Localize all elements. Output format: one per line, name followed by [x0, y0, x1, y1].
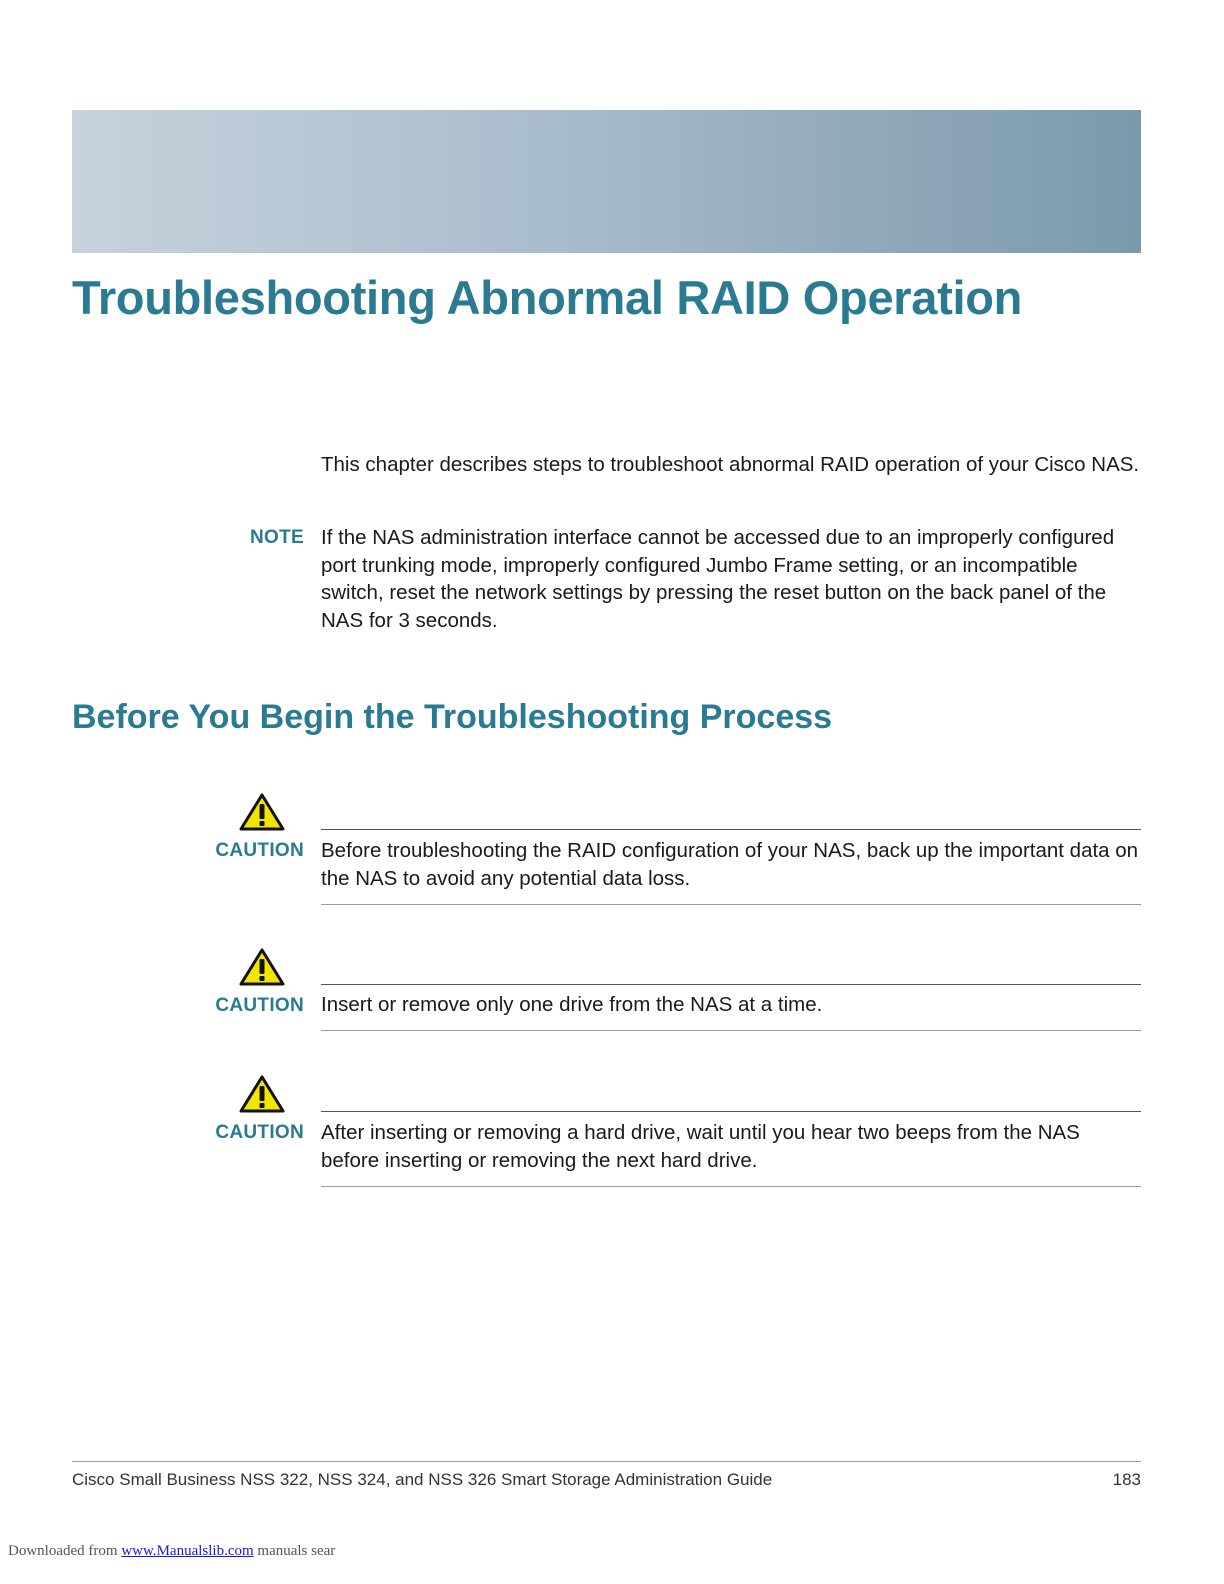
caution-top-rule	[321, 1111, 1141, 1112]
footer-rule	[72, 1461, 1141, 1462]
caution-text: Insert or remove only one drive from the NAS at a time.	[321, 993, 823, 1016]
chapter-banner	[72, 110, 1141, 253]
caution-bottom-rule	[321, 1186, 1141, 1187]
download-prefix: Downloaded from	[8, 1543, 122, 1559]
caution-label: CAUTION	[215, 995, 304, 1016]
caution-label: CAUTION	[215, 840, 304, 861]
warning-triangle-icon	[239, 792, 285, 832]
note-label: NOTE	[250, 527, 304, 548]
footer-guide-title: Cisco Small Business NSS 322, NSS 324, and NSS 326 Smart Storage Administration Guide	[72, 1470, 773, 1489]
note-text: If the NAS administration interface cannot be accessed due to an improperly configured port trunking mode, improperly configured Jumbo Frame setting, or an incompatible switch, reset the network settings by pressing the reset button on the back panel of the NAS for 3 seconds.	[321, 526, 1115, 632]
caution-label: CAUTION	[215, 1122, 304, 1143]
caution-top-rule	[321, 829, 1141, 830]
warning-triangle-icon	[239, 947, 285, 987]
caution-bottom-rule	[321, 904, 1141, 905]
caution-text: Before troubleshooting the RAID configuration of your NAS, back up the important data on the NAS to avoid any potential data loss.	[321, 839, 1139, 890]
page-number: 183	[1112, 1470, 1141, 1489]
caution-top-rule	[321, 984, 1141, 985]
chapter-title: Troubleshooting Abnormal RAID Operation	[72, 271, 1023, 324]
section-title: Before You Begin the Troubleshooting Process	[72, 698, 833, 736]
warning-triangle-icon	[239, 1074, 285, 1114]
manualslib-link[interactable]: www.Manualslib.com	[121, 1543, 254, 1559]
download-suffix: manuals sear	[253, 1543, 336, 1559]
chapter-intro: This chapter describes steps to troubleshoot abnormal RAID operation of your Cisco NAS.	[321, 453, 1140, 476]
download-credit	[8, 1543, 335, 1560]
caution-text: After inserting or removing a hard drive, wait until you hear two beeps from the NAS before inserting or removing the next hard drive.	[321, 1121, 1080, 1172]
caution-bottom-rule	[321, 1030, 1141, 1031]
